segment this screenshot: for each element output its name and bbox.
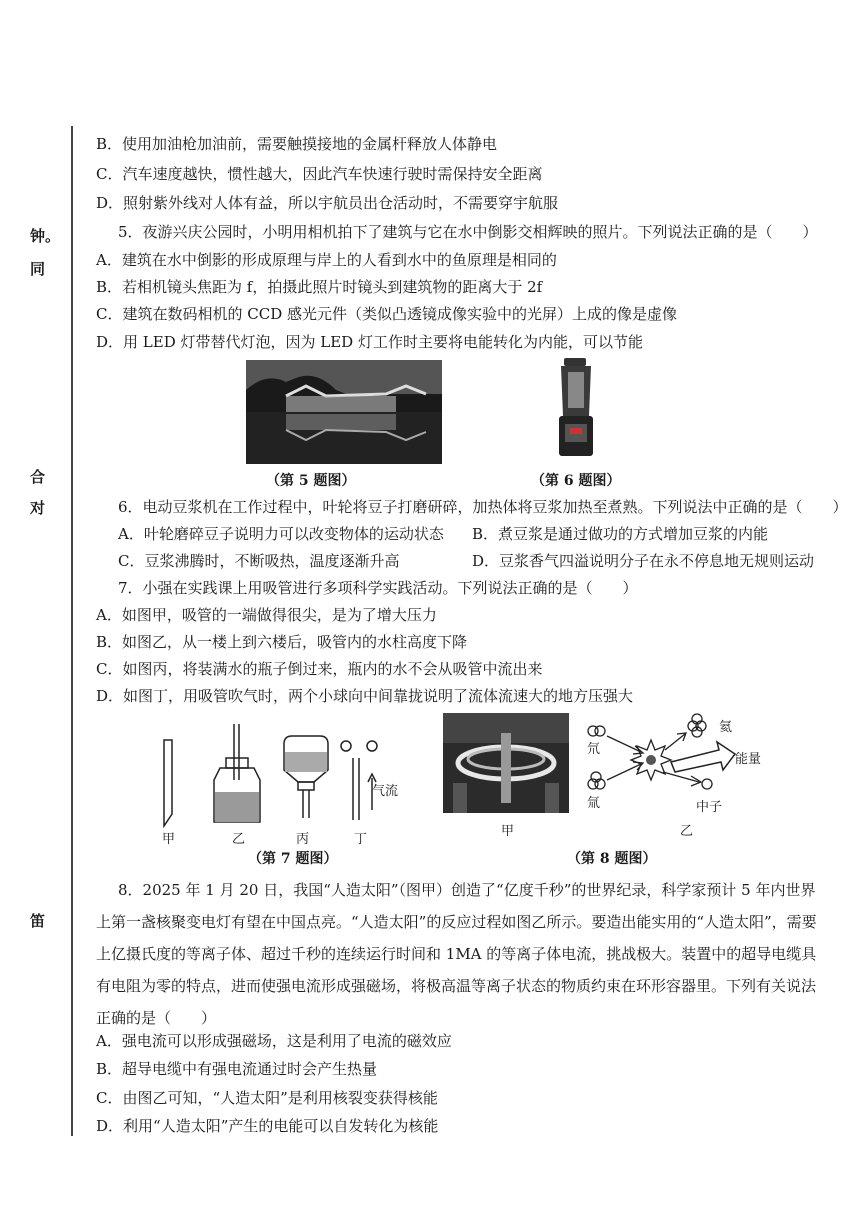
q7-option-c: C．如图丙，将装满水的瓶子倒过来，瓶内的水不会从吸管中流出来: [96, 660, 543, 678]
q5-option-b: B．若相机镜头焦距为 f，拍摄此照片时镜头到建筑物的距离大于 2f: [96, 278, 543, 296]
q8-option-a: A．强电流可以形成强磁场，这是利用了电流的磁效应: [96, 1032, 452, 1050]
fig8-label-neutron: 中子: [696, 800, 723, 815]
margin-text: 对: [30, 499, 46, 517]
q8-option-c: C．由图乙可知，“人造太阳”是利用核裂变获得核能: [96, 1089, 438, 1107]
margin-text: 合: [30, 468, 46, 486]
fig7-straw-diagrams: [150, 724, 390, 828]
fig7-label-jia: 甲: [162, 832, 176, 847]
q7-option-d: D．如图丁，用吸管吹气时，两个小球向中间靠拢说明了流体流速大的地方压强大: [96, 687, 634, 705]
q6-option-a: A．叶轮磨碎豆子说明力可以改变物体的运动状态: [118, 525, 444, 543]
q5-option-c: C．建筑在数码相机的 CCD 感光元件（类似凸透镜成像实验中的光屏）上成的像是虚像: [96, 305, 677, 323]
q6-option-d: D．豆浆香气四溢说明分子在永不停息地无规则运动: [472, 552, 815, 570]
q4-option-c: C．汽车速度越快，惯性越大，因此汽车快速行驶时需保持安全距离: [96, 165, 543, 183]
binding-line: [71, 126, 73, 1136]
q7-stem: 7．小强在实践课上用吸管进行多项科学实践活动。下列说法正确的是（ ）: [118, 579, 638, 597]
fig7-caption: （第 7 题图）: [248, 851, 338, 867]
fig8-label-jia: 甲: [501, 824, 515, 839]
fig8-label-yi: 乙: [680, 824, 694, 839]
q8-stem: 8．2025 年 1 月 20 日，我国“人造太阳”（图甲）创造了“亿度千秒”的世界纪录，科学家预计 5 年内世界上第一盏核聚变电灯有望在中国点亮。“人造太阳”的反应过程如图乙所示。要造出能实用的“人造太阳”，需要上亿摄氏度的等离子体、超过千秒的连续运行时间和 1MA 的等离子体电流，挑战极大。装置中的超导电缆具有电阻为零的特点，进而使强电流形成强磁场，将极高温等离子状态的物质约束在环形容器里。下列有关说法正确的是（ ）: [96, 881, 817, 1027]
q6-option-b: B．煮豆浆是通过做功的方式增加豆浆的内能: [472, 525, 769, 543]
fig5-caption: （第 5 题图）: [266, 473, 356, 489]
fig8-label-tritium: 氚: [587, 796, 601, 811]
fig8-label-deuterium: 氘: [587, 742, 601, 757]
margin-text: 钟。: [30, 227, 61, 245]
fig8-fusion-device-photo: [443, 713, 569, 813]
q7-option-a: A．如图甲，吸管的一端做得很尖，是为了增大压力: [96, 606, 437, 624]
fig7-label-airflow: 气流: [372, 784, 399, 799]
fig6-soymilk-machine: [556, 358, 596, 460]
q5-option-d: D．用 LED 灯带替代灯泡，因为 LED 灯工作时主要将电能转化为内能，可以节能: [96, 333, 643, 351]
fig7-label-bing: 丙: [296, 832, 310, 847]
q5-stem: 5．夜游兴庆公园时，小明用相机拍下了建筑与它在水中倒影交相辉映的照片。下列说法正确的是（ ）: [118, 223, 818, 241]
q4-option-b: B．使用加油枪加油前，需要触摸接地的金属杆释放人体静电: [96, 135, 498, 153]
q6-stem: 6．电动豆浆机在工作过程中，叶轮将豆子打磨研碎，加热体将豆浆加热至煮熟。下列说法中正确的是（ ）: [118, 498, 848, 516]
fig6-caption: （第 6 题图）: [531, 473, 621, 489]
q6-option-c: C．豆浆沸腾时，不断吸热，温度逐渐升高: [118, 552, 400, 570]
fig5-night-photo: [246, 360, 442, 464]
q4-option-d: D．照射紫外线对人体有益，所以宇航员出仓活动时，不需要穿宇航服: [96, 194, 559, 212]
fig8-label-energy: 能量: [735, 752, 762, 767]
q7-option-b: B．如图乙，从一楼上到六楼后，吸管内的水柱高度下降: [96, 633, 468, 651]
fig8-label-helium: 氦: [719, 720, 733, 735]
margin-text: 笛: [30, 912, 46, 930]
margin-text: 同: [30, 260, 46, 278]
fig8-caption: （第 8 题图）: [567, 851, 657, 867]
fig7-label-ding: 丁: [354, 832, 368, 847]
fig7-label-yi: 乙: [232, 832, 246, 847]
q8-option-d: D．利用“人造太阳”产生的电能可以自发转化为核能: [96, 1117, 439, 1135]
q8-option-b: B．超导电缆中有强电流通过时会产生热量: [96, 1060, 378, 1078]
q5-option-a: A．建筑在水中倒影的形成原理与岸上的人看到水中的鱼原理是相同的: [96, 251, 557, 269]
